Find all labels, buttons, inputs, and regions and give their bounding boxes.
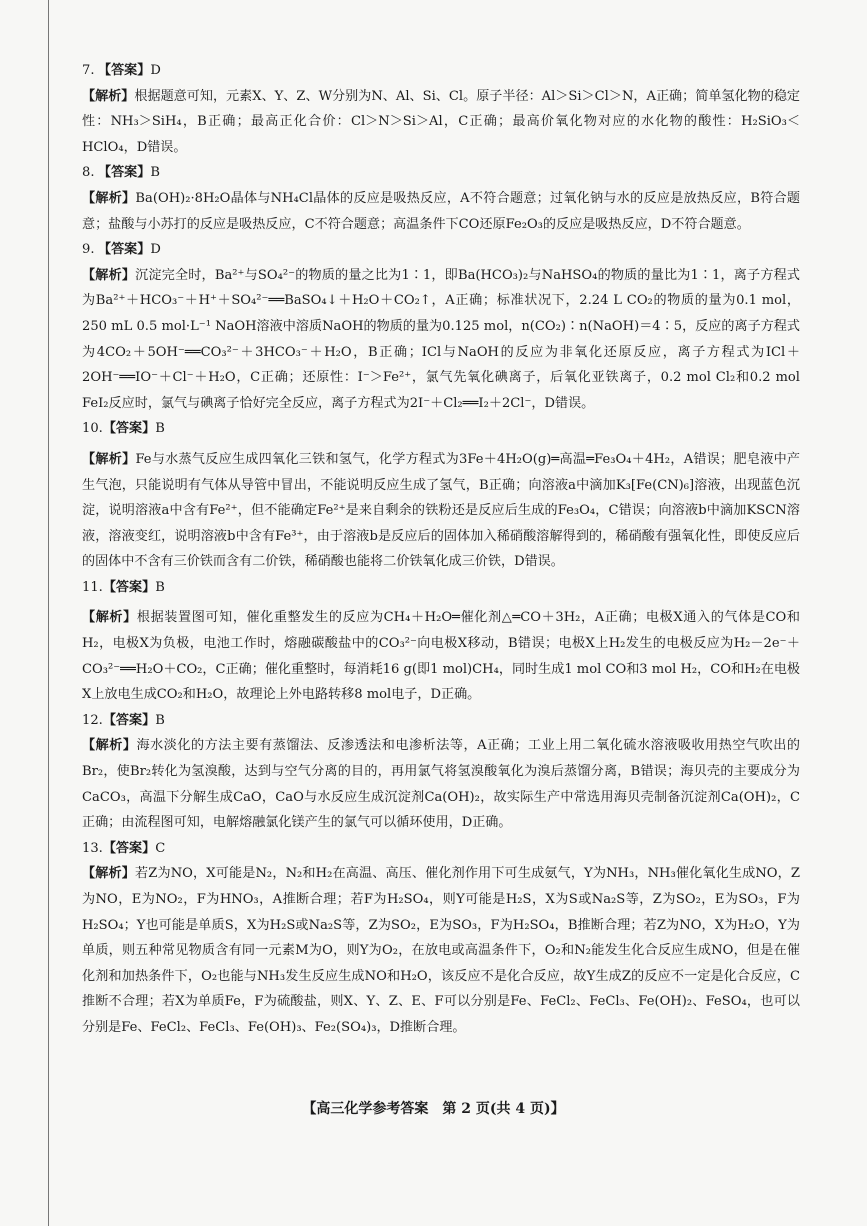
analysis-paragraph: [82, 263, 800, 417]
question-13: [82, 836, 800, 1041]
analysis-paragraph: [82, 861, 800, 1040]
question-number: 12.: [82, 712, 103, 728]
answer-value: D: [150, 63, 161, 78]
analysis-tag: 【解析】: [82, 866, 135, 882]
answer-list: [82, 58, 800, 1041]
question-number: 11.: [82, 579, 103, 595]
analysis-tag: 【解析】: [82, 738, 137, 754]
question-number: 8.: [82, 165, 95, 181]
answer-value: C: [155, 840, 166, 856]
answer-tag: 【答案】: [102, 840, 156, 856]
question-8: [82, 160, 800, 237]
question-number: 7.: [82, 63, 95, 78]
analysis-text: 若Z为NO，X可能是N₂，N₂和H₂在高温、高压、催化剂作用下可生成氨气，Y为NH₃，NH₃催化氧化生成NO，Z为NO，E为NO₂，F为HNO₃，A推断合理；若F为H₂SO₄，则Y可能是H₂S，X为S或Na₂S等，Z为SO₂，E为SO₃，F为H₂SO₄；Y也可能是单质S，X为H₂S或Na₂S等，Z为SO₂，E为SO₃，F为H₂SO₄，B推断合理；若Z为NO，X为H₂O，Y为单质，则五种常见物质含有同一元素M为O，则Y为O₂，在放电或高温条件下，O₂和N₂能发生化合反应生成NO，但是在催化剂和加热条件下，O₂也能与NH₃发生反应生成NO和H₂O，该反应不是化合反应，故Y生成Z的反应不一定是化合反应，C推断不合理；若X为单质Fe，F为硫酸盐，则X、Y、Z、E、F可以分别是Fe、FeCl₂、FeCl₃、Fe(OH)₂、FeSO₄，也可以分别是Fe、FeCl₂、FeCl₃、Fe(OH)₃、Fe₂(SO₄)₃，D推断合理。: [82, 866, 801, 1035]
analysis-paragraph: [82, 84, 800, 161]
answer-line: [82, 237, 800, 263]
question-number: 9.: [82, 242, 95, 258]
analysis-paragraph: [82, 447, 800, 575]
answer-tag: 【答案】: [98, 242, 151, 258]
answer-line: [82, 160, 800, 186]
analysis-text: Ba(OH)₂·8H₂O晶体与NH₄Cl晶体的反应是吸热反应，A不符合题意；过氧化钠与水的反应是放热反应，B符合题意；盐酸与小苏打的反应是吸热反应，C不符合题意；高温条件下CO还原Fe₂O₃的反应是吸热反应，D不符合题意。: [82, 190, 800, 232]
analysis-text: Fe与水蒸气反应生成四氧化三铁和氢气，化学方程式为3Fe＋4H₂O(g)═高温═Fe₃O₄＋4H₂，A错误；肥皂液中产生气泡，只能说明有气体从导管中冒出，不能说明反应生成了氢气，B正确；向溶液a中滴加K₃[Fe(CN)₆]溶液，出现蓝色沉淀，说明溶液a中含有Fe²⁺，但不能确定Fe²⁺是来自剩余的铁粉还是反应后生成的Fe₃O₄，C错误；向溶液b中滴加KSCN溶液，溶液变红，说明溶液b中含有Fe³⁺，由于溶液b是反应后的固体加入稀硝酸溶解得到的，稀硝酸有强氧化性，即使反应后的固体中不含有三价铁而含有二价铁，稀硝酸也能将二价铁氧化成三价铁，D错误。: [82, 451, 801, 570]
analysis-tag: 【解析】: [82, 451, 136, 467]
answer-tag: 【答案】: [98, 63, 151, 78]
question-number: 10.: [82, 421, 103, 437]
answer-value: B: [150, 165, 160, 181]
analysis-paragraph: [82, 733, 800, 835]
analysis-paragraph: [82, 605, 800, 707]
answer-line: [82, 416, 800, 442]
analysis-text: 沉淀完全时，Ba²⁺与SO₄²⁻的物质的量之比为1∶1，即Ba(HCO₃)₂与NaHSO₄的物质的量比为1∶1，离子方程式为Ba²⁺＋HCO₃⁻＋H⁺＋SO₄²⁻══BaSO₄↓＋H₂O＋CO₂↑，A正确；标准状况下，2.24 L CO₂的物质的量为0.1 mol，250 mL 0.5 mol·L⁻¹ NaOH溶液中溶质NaOH的物质的量为0.125 mol，n(CO₂)∶n(NaOH)＝4∶5，反应的离子方程式为4CO₂＋5OH⁻══CO₃²⁻＋3HCO₃⁻＋H₂O，B正确；ICl与NaOH的反应为非氧化还原反应，离子方程式为ICl＋2OH⁻══IO⁻＋Cl⁻＋H₂O，C正确；还原性：I⁻＞Fe²⁺，氯气先氧化碘离子，后氧化亚铁离子，0.2 mol Cl₂和0.2 mol FeI₂反应时，氯气与碘离子恰好完全反应，离子方程式为2I⁻＋Cl₂══I₂＋2Cl⁻，D错误。: [82, 267, 801, 411]
answer-value: D: [150, 242, 161, 258]
answer-tag: 【答案】: [102, 712, 156, 728]
answer-value: B: [155, 712, 165, 728]
question-11: [82, 575, 800, 708]
answer-line: [82, 836, 800, 862]
question-7: [82, 58, 800, 160]
answer-tag: 【答案】: [102, 421, 156, 437]
answer-line: [82, 575, 800, 601]
analysis-text: 根据题意可知，元素X、Y、Z、W分别为N、Al、Si、Cl。原子半径：Al＞Si＞Cl＞N，A正确；简单氢化物的稳定性：NH₃＞SiH₄，B正确；最高正化合价：Cl＞N＞Si＞Al，C正确；最高价氧化物对应的水化物的酸性：H₂SiO₃＜HClO₄，D错误。: [82, 88, 801, 155]
answer-value: B: [155, 579, 165, 595]
binding-margin-line: [48, 0, 49, 1226]
answer-tag: 【答案】: [98, 165, 151, 181]
analysis-text: 海水淡化的方法主要有蒸馏法、反渗透法和电渗析法等，A正确；工业上用二氧化硫水溶液吸收用热空气吹出的Br₂，使Br₂转化为氢溴酸，达到与空气分离的目的，再用氯气将氢溴酸氧化为溴后蒸馏分离，B错误；海贝壳的主要成分为CaCO₃，高温下分解生成CaO，CaO与水反应生成沉淀剂Ca(OH)₂，故实际生产中常选用海贝壳制备沉淀剂Ca(OH)₂，C正确；由流程图可知，电解熔融氯化镁产生的氯气可以循环使用，D正确。: [82, 738, 800, 831]
answer-tag: 【答案】: [102, 579, 156, 595]
question-9: [82, 237, 800, 416]
answer-value: B: [155, 421, 165, 437]
page-footer: 【高三化学参考答案 第 2 页(共 4 页)】: [302, 1101, 565, 1117]
analysis-tag: 【解析】: [82, 88, 135, 104]
analysis-paragraph: [82, 186, 800, 237]
question-12: [82, 708, 800, 836]
analysis-tag: 【解析】: [82, 267, 136, 283]
answer-line: [82, 708, 800, 734]
analysis-tag: 【解析】: [82, 610, 137, 626]
question-10: [82, 416, 800, 575]
question-number: 13.: [82, 840, 103, 856]
analysis-text: 根据装置图可知，催化重整发生的反应为CH₄＋H₂O═催化剂△═CO＋3H₂，A正确；电极X通入的气体是CO和H₂，电极X为负极，电池工作时，熔融碳酸盐中的CO₃²⁻向电极X移动，B错误；电极X上H₂发生的电极反应为H₂－2e⁻＋CO₃²⁻══H₂O＋CO₂，C正确；催化重整时，每消耗16 g(即1 mol)CH₄，同时生成1 mol CO和3 mol H₂，CO和H₂在电极X上放电生成CO₂和H₂O，故理论上外电路转移8 mol电子，D正确。: [82, 610, 801, 703]
analysis-tag: 【解析】: [82, 190, 136, 206]
answer-line: [82, 58, 800, 84]
